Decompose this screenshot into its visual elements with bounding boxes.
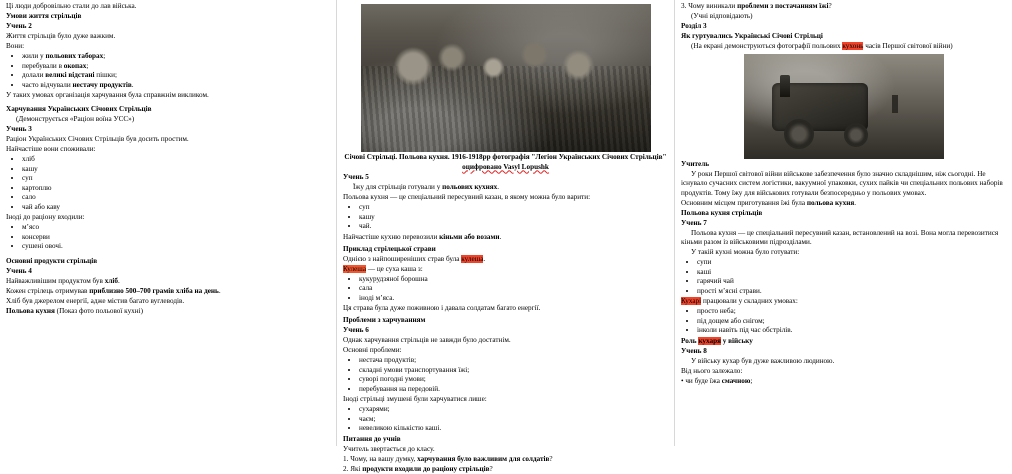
line-depended-on: Від нього залежало: [681,367,1006,377]
list-extra-foods [6,223,330,252]
speaker-student-2: Учень 2 [6,22,330,32]
list-item: • долали великі відстані пішки; [22,71,330,81]
list-item: • суворі погодні умови; [359,375,668,385]
document-column-3 [675,0,1012,446]
list-item: • прості м’ясні страви. [697,287,1006,297]
paragraph-kitchen-desc: Польова кухня — це спеціальний пересувний казан, встановлений на возі. Вона могла перевозитися кіньми разом із військовими підрозділами. [681,229,1006,248]
field-kitchen-photo-wrap [681,54,1006,159]
list-item: • кукурудзяної борошна [359,275,668,285]
list-problems [343,356,668,394]
list-item: • під дощем або снігом; [697,317,1006,327]
paragraph-logistics: У роки Першої світової війни військове забезпечення було значно складнішим, ніж сьогодні. Не існувало сучасних систем логістики, вакуумної упаковки, сухих пайків чи спеціальних польових наборів продуктів. Тому їжу для військових готували безпосередньо у польових умовах. [681,170,1006,199]
heading-how-gathered: Як гуртувались Українські Січові Стрільці [681,32,1006,42]
question-2: 2. Які продукти входили до раціону стрільців? [343,465,668,474]
heading-main-products: Основні продукти стрільців [6,257,330,267]
heading-field-kitchen-1: Польова кухня (Показ фото польової кухні) [6,307,330,317]
heading-field-kitchen-2: Польова кухня стрільців [681,209,1006,219]
line-tasty: • чи буде їжа смачною; [681,377,1006,387]
line-main-problems: Основні проблеми: [343,346,668,356]
line-bread-amount: Кожен стрілець отримував приблизно 500–700 грамів хліба на день. [6,287,330,297]
list-item: • нестача продуктів; [359,356,668,366]
heading-food-problems: Проблеми з харчуванням [343,316,668,326]
list-item: • чай. [359,222,668,232]
line-kulesha-energy: Ця страва була дуже поживною і давала солдатам багато енергії. [343,304,668,314]
document-column-1 [0,0,337,446]
list-item: • хліб [22,155,330,165]
list-item: • часто відчували нестачу продуктів. [22,81,330,91]
paragraph-main-place: Основним місцем приготування їжі була польова кухня. [681,199,1006,209]
list-item: • невеликою кількістю каші. [359,424,668,434]
line-kulesha: Однією з найпоширеніших страв була кулеша. [343,255,668,265]
line-teacher-asks: Учитель звертається до класу. [343,445,668,455]
list-cook-items [343,203,668,232]
list-item: • картоплю [22,184,330,194]
line-life-hard: Життя стрільців було дуже важким. [6,32,330,42]
note-students-answer: (Учні відповідають) [681,12,1006,22]
heading-questions: Питання до учнів [343,435,668,445]
list-living-conditions [6,52,330,90]
list-item: • кашу [22,165,330,175]
list-item: • каші [697,268,1006,278]
list-item: • кашу [359,213,668,223]
list-item: • іноді м’яса. [359,294,668,304]
soldiers-field-photo-wrap [343,4,668,172]
list-item: • суп [22,174,330,184]
field-kitchen-photo [744,54,944,159]
list-item: • консерви [22,233,330,243]
line-transport: Найчастіше кухню перевозили кіньми або возами. [343,233,668,243]
line-not-enough: Однак харчування стрільців не завжди було достатнім. [343,336,668,346]
heading-cook-role: Роль кухаря у війську [681,337,1006,347]
speaker-student-5: Учень 5 [343,173,668,183]
line-kitchen-def: Польова кухня — це спеціальний пересувний казан, в якому можна було варити: [343,193,668,203]
list-item: • супи [697,258,1006,268]
speaker-student-3: Учень 3 [6,125,330,135]
line-screen-photos: (На екрані демонструються фотографії польових кухонь часів Першої світової війни) [681,42,1006,52]
speaker-teacher: Учитель [681,160,1006,170]
list-cook-conditions [681,307,1006,336]
list-item: • сало [22,193,330,203]
line-bread-energy: Хліб був джерелом енергії, адже містив багато вуглеводів. [6,297,330,307]
list-item: • інколи навіть під час обстрілів. [697,326,1006,336]
heading-dish-example: Приклад стрілецької страви [343,245,668,255]
list-item: • перебували в окопах; [22,62,330,72]
list-kulesha-ingredients [343,275,668,304]
list-item: • м’ясо [22,223,330,233]
list-item: • чай або каву [22,203,330,213]
line-ration-simple: Раціон Українських Січових Стрільців був досить простим. [6,135,330,145]
line-cooked-in: Їжу для стрільців готували у польових кухнях. [343,183,668,193]
list-item: • гарячий чай [697,277,1006,287]
list-item: • суп [359,203,668,213]
list-foods [6,155,330,212]
soldiers-field-photo [361,4,651,152]
line-can-cook: У такій кухні можна було готувати: [681,248,1006,258]
list-item: • складні умови транспортування їжі; [359,366,668,376]
line-kulesha-def: Кулеша — це суха каша з: [343,265,668,275]
list-item: • сушені овочі. [22,242,330,252]
note-demo-ration: (Демонструється «Раціон воїна УСС») [6,115,330,125]
heading-nutrition: Харчування Українських Січових Стрільців [6,105,330,115]
line-they-were: Вони: [6,42,330,52]
speaker-student-8: Учень 8 [681,347,1006,357]
list-item: • просто неба; [697,307,1006,317]
list-minimal-food [343,405,668,434]
wheel-icon [784,119,814,149]
photo-caption-1: Січові Стрільці. Польова кухня. 1916-1918рр фотографія "Легіон Українських Січових Стрільців" оцифровано Vasyl Lopushk [343,153,668,172]
list-item: • перебування на передовій. [359,385,668,395]
intro-line: Ці люди добровільно стали до лав війська. [6,2,330,12]
wheel-icon [844,123,868,147]
list-kitchen-dishes [681,258,1006,296]
list-item: • сала [359,284,668,294]
document-column-2 [337,0,675,446]
list-item: • сухарями; [359,405,668,415]
line-cook-important: У війську кухар був дуже важливою людиною. [681,357,1006,367]
line-sometimes-only: Іноді стрільці змушені були харчуватися лише: [343,395,668,405]
line-sometimes: Іноді до раціону входили: [6,213,330,223]
line-bread-important: Найважливішим продуктом був хліб. [6,277,330,287]
heading-living-conditions: Умови життя стрільців [6,12,330,22]
line-cooks-conditions: Кухарі працювали у складних умовах: [681,297,1006,307]
question-3: 3. Чому виникали проблеми з постачанням їжі? [681,2,1006,12]
speaker-student-4: Учень 4 [6,267,330,277]
line-most-often: Найчастіше вони споживали: [6,145,330,155]
list-item: • жили у польових таборах; [22,52,330,62]
question-1: 1. Чому, на вашу думку, харчування було важливим для солдатів? [343,455,668,465]
speaker-student-7: Учень 7 [681,219,1006,229]
line-challenge: У таких умовах організація харчування була справжнім викликом. [6,91,330,101]
list-item: • чаєм; [359,415,668,425]
heading-section-3: Розділ 3 [681,22,1006,32]
speaker-student-6: Учень 6 [343,326,668,336]
